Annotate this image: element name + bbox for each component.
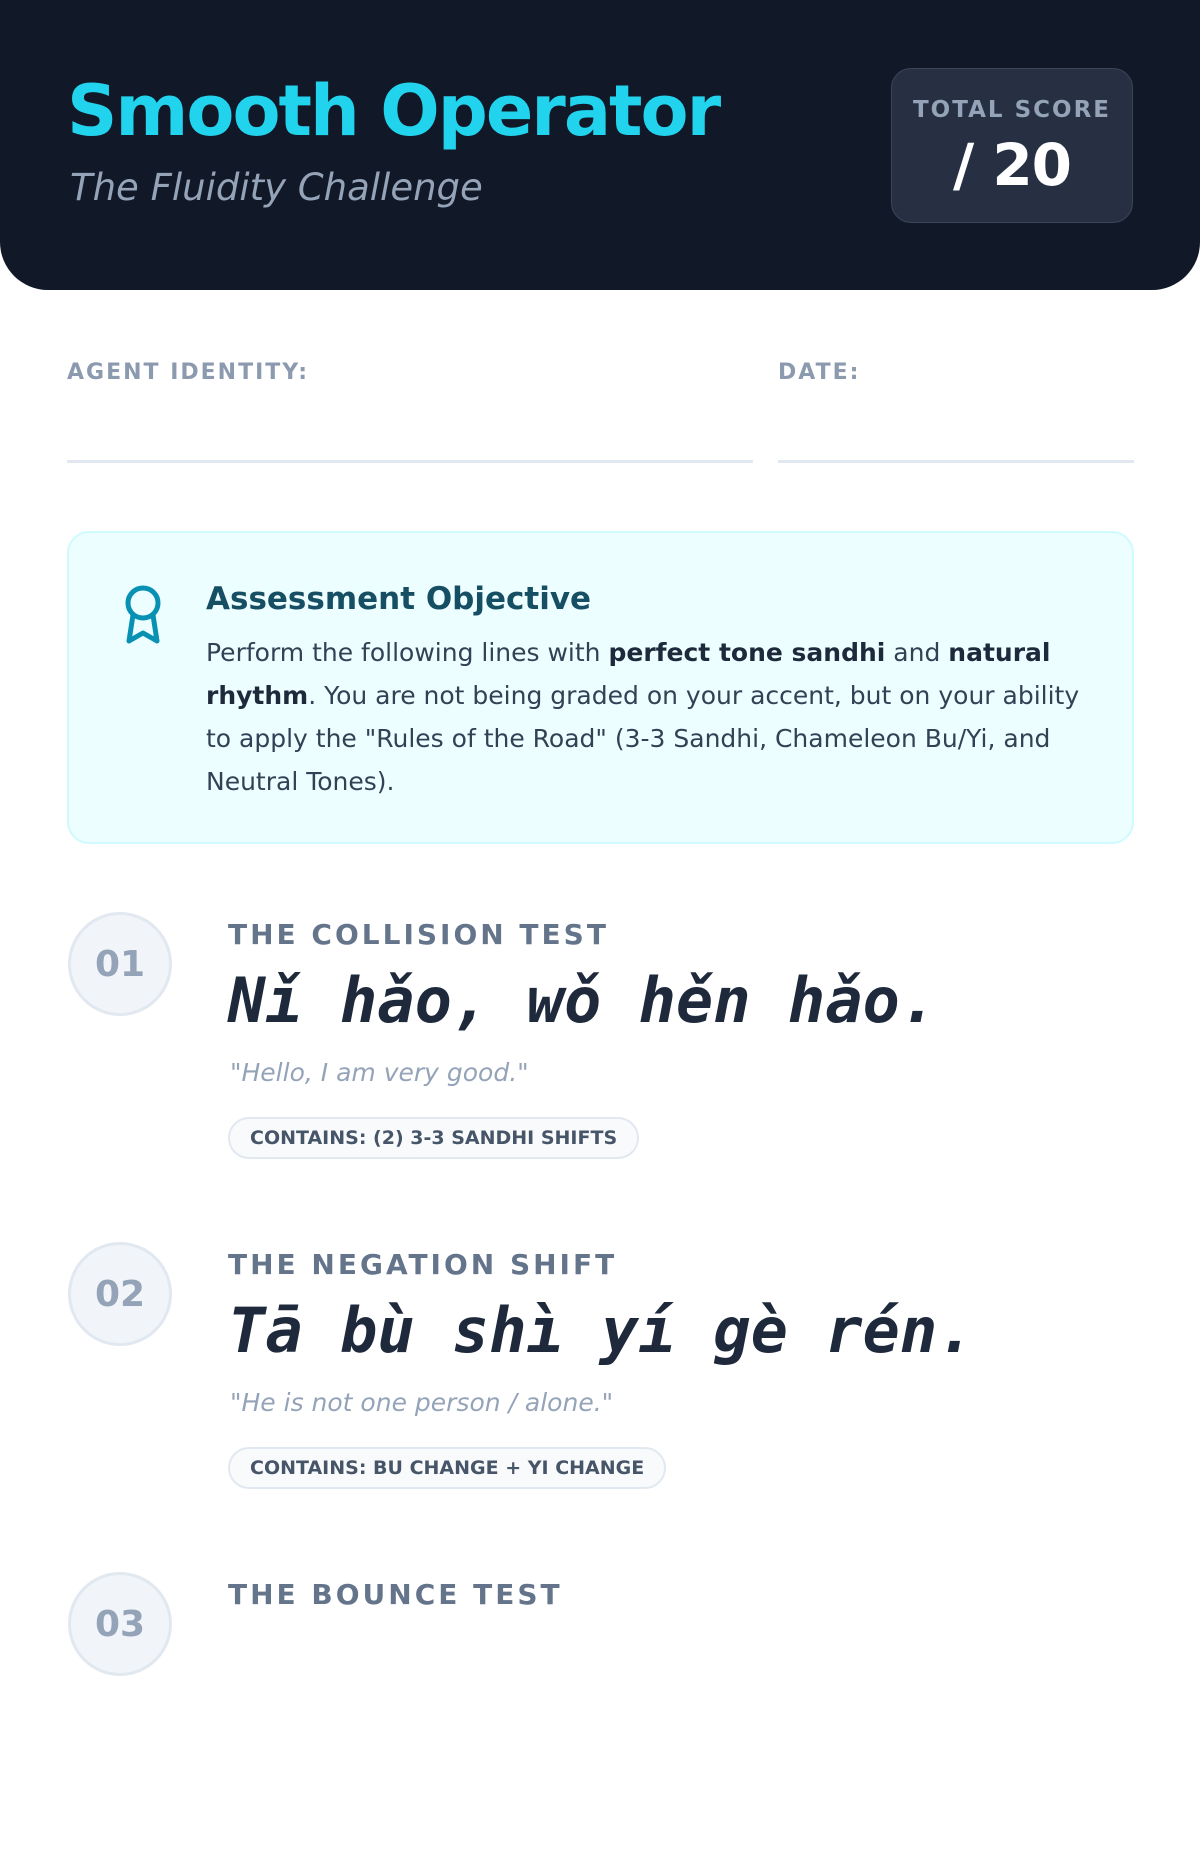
exercise-label: THE NEGATION SHIFT [228,1248,618,1281]
objective-text: Perform the following lines with perfect tone sandhi and natural rhythm. You are not being graded on your accent, but on your ability to apply the "Rules of the Road" (3-3 Sandhi, Chameleon Bu/Yi, and Neutral Tones). [206,638,1080,796]
exercise-number: 03 [68,1572,172,1676]
agent-identity-field[interactable] [67,460,753,463]
exercise-translation: "He is not one person / alone." [230,1388,614,1417]
exercise-translation: "Hello, I am very good." [230,1058,529,1087]
exercise-sentence: Tā bù shì yí gè rén. [228,1294,975,1367]
objective-title: Assessment Objective [206,581,592,617]
assessment-objective-card [67,531,1134,844]
exercise-item [0,912,1200,1212]
header [0,0,1200,290]
page-title: Smooth Operator [67,70,720,152]
date-field[interactable] [778,460,1134,463]
exercise-label: THE BOUNCE TEST [228,1578,563,1611]
exercise-tag: CONTAINS: BU CHANGE + YI CHANGE [228,1447,666,1489]
total-score-box [891,68,1133,223]
exercise-item [0,1242,1200,1542]
agent-identity-label: AGENT IDENTITY: [67,360,310,385]
page-subtitle: The Fluidity Challenge [70,166,483,209]
total-score-label: TOTAL SCORE [912,97,1112,123]
exercise-sentence: Nǐ hǎo, wǒ hěn hǎo. [228,964,938,1037]
date-label: DATE: [778,360,861,385]
exercise-tag: CONTAINS: (2) 3-3 SANDHI SHIFTS [228,1117,639,1159]
award-ribbon-icon [121,583,165,647]
exercise-label: THE COLLISION TEST [228,918,609,951]
exercise-number: 01 [68,912,172,1016]
total-score-value: / 20 [952,131,1072,199]
exercise-number: 02 [68,1242,172,1346]
exercise-item [0,1572,1200,1872]
